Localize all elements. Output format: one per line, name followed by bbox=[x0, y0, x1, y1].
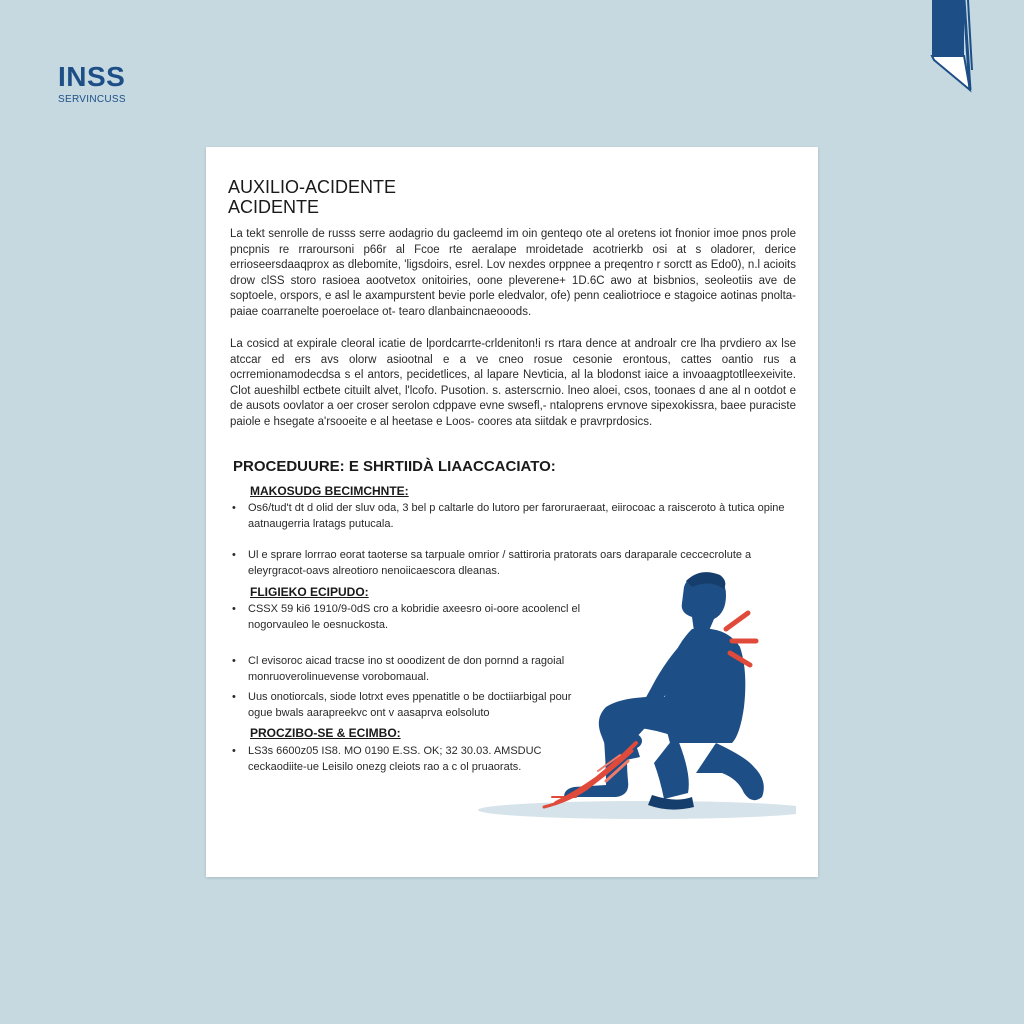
list-item bbox=[232, 500, 798, 532]
bullet-dot: • bbox=[232, 745, 236, 757]
bullet-dot: • bbox=[232, 502, 236, 514]
section-heading: PROCEDUURE: E SHRTIIDÀ LIAACCACIATO: bbox=[233, 458, 556, 475]
brand-name: INSS bbox=[58, 61, 126, 92]
bullet-dot: • bbox=[232, 603, 236, 615]
bookmark-ribbon-icon bbox=[928, 0, 974, 96]
brand-logo bbox=[58, 62, 126, 105]
list-item-text: Cl evisoroc aicad tracse ino st ooodizent de don pornnd a ragoial monruoverolinuevense vorobomaual. bbox=[248, 655, 565, 683]
intro-paragraph: La tekt senrolle de russs serre aodagrio du gacleemd im oin genteqo ote al oretens iot fnonior imoe pnos prole pncpnis re rraroursoni p66r al Fcoe rte aeralape mroidetade acotrierkb osi at s oladorer, derice errioseersdaaqprox as dlebomite, 'ligsdoirs, esrel. Lov nexdes orppnee a preqentro r sorctt as Edo0), n.l acioits drow clSS storo rasioea aootvetox onitoiries, oone pleverene+ 1D.6C awo at bisbnios, seoleotiis ave de soptoele, orspors, e asl le axampurstent bevie porle eledvalor, ofe) penn cealiotrioce e stagoice aotinas pnolta-paiae coarranelte poeroelace ot- tearo dlanbaincnaeooods. bbox=[230, 228, 796, 318]
list-item-text: Os6/tud't dt d olid der sluv oda, 3 bel p caltarle do lutoro per faroruraeraat, eiirocoac a raisceroto à tutica opine aatnaugerria lratags putucala. bbox=[248, 502, 785, 530]
brand-subtitle: SERVINCUSS bbox=[58, 94, 126, 105]
bullet-dot: • bbox=[232, 549, 236, 561]
subheading-2: FLIGIEKO ECIPUDO: bbox=[250, 585, 369, 599]
kneeling-man-injured-ankle-illustration bbox=[456, 567, 796, 827]
list-item-text: Ul e sprare lorrrao eorat taoterse sa tarpuale omrior / sattiroria pratorats oars daraparale ceccecrolute a eleyrgracot-oavs alreotioro nenoiicaescora dleanas. bbox=[248, 549, 752, 577]
bullet-dot: • bbox=[232, 691, 236, 703]
list-item-text: LS3s 6600z05 IS8. MO 0190 E.SS. OK; 32 30.03. AMSDUC ceckaodiite-ue Leisilo onezg cleiots rao a c ol pruaorats. bbox=[248, 745, 542, 773]
document-title-line2: ACIDENTE bbox=[228, 197, 320, 217]
list-item-text: CSSX 59 ki6 1910/9-0dS cro a kobridie axeesro oi-oore acoolencl el nogorvauleo le oesnuckosta. bbox=[248, 603, 581, 631]
bullet-dot: • bbox=[232, 655, 236, 667]
document-page bbox=[206, 147, 818, 877]
subheading-1: MAKOSUDG BECIMCHNTE: bbox=[250, 484, 409, 498]
document-title-line1: AUXILIO-ACIDENTE bbox=[228, 177, 397, 197]
list-item-text: Uus onotiorcals, siode lotrxt eves ppenatitle o be doctiiarbigal pour ogue bwals aarapreekvc ont v aasaprva eolsoluto bbox=[248, 691, 572, 719]
document-title bbox=[228, 177, 396, 217]
second-paragraph: La cosicd at expirale cleoral icatie de lpordcarrte-crldeniton!i rs rtara dence at androalr cre lha prvdiero ax lse atccar ed ers avs olorw asiootnal e a ve cneo rosue cesonie erontous, cattes oantio rus a ocrremionamodecdsa s el antors, pecidetlices, al lapare Nevticia, al la blodonst iaice a invoaagptotlleexeivite. Clot aueshilbl ectbete cituilt alvet, l'lcofo. Pusotion. s. asterscrnio. lneo aloei, csos, toonaes d ane al n ootdot e de ausots oovlator a oer croser serolon cdppave evne swsefl,- ntaloprens ervnove sipexokissra, baee puraciste paiole e hsegate a'rsooeite e al heetase e Loos- coores ata siitdak e pravrprdosics. bbox=[230, 338, 796, 428]
subheading-3: PROCZIBO-SE & ECIMBO: bbox=[250, 726, 401, 740]
